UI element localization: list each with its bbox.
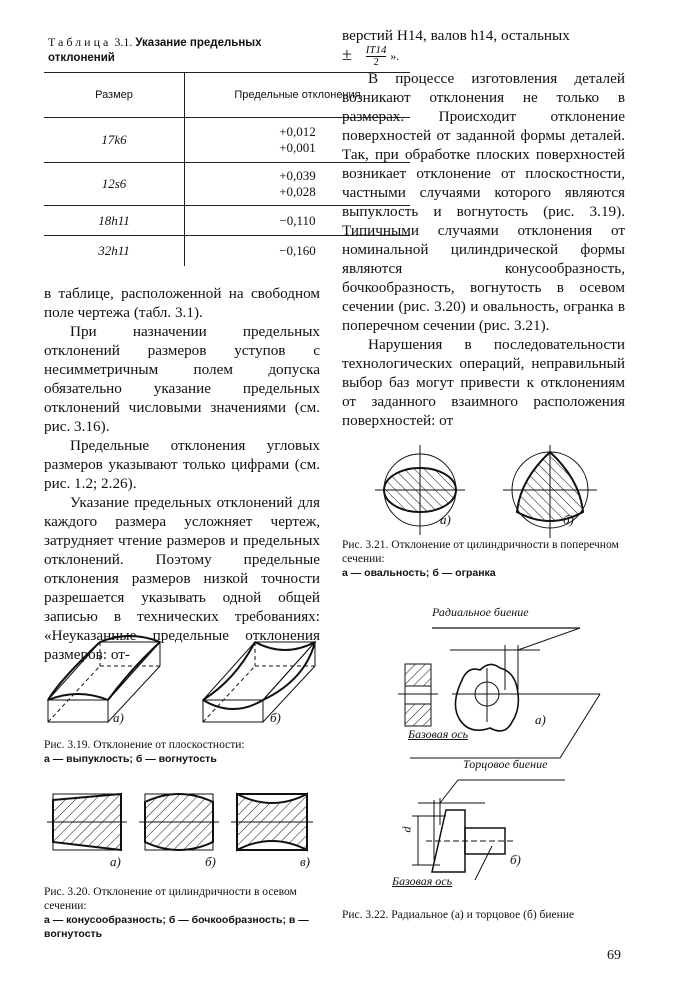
fig-3-19-label-a: а) [113,710,124,725]
cell-size: 32h11 [44,236,185,266]
header-deviations: Предельные отклонения [185,73,411,118]
fig-3-20-caption [44,885,326,941]
fig-3-20-drawing [45,790,325,855]
right-column-text [342,26,625,430]
paragraph: В процессе изготовления деталей возникают отклонения не только в размерах. Происходит отклонение поверхностей от заданной формы деталей. Так, при обработке плоских поверхностей возникает отклонение от плоскостности, частными случаями которого являются выпуклость и вогнутость (рис. 3.19). Типичными случаями отклонения от номинальной цилиндрической формы являются конусообразность, бочкообразность, вогнутость в осевом сечении (рис. 3.20) и овальность, огранка в поперечном сечении (рис. 3.21). [342,70,625,334]
paragraph: Предельные отклонения угловых размеров указывают только цифрами (см. рис. 1.2; 2.26). [44,437,320,492]
convexity-drawing [48,636,160,722]
formula-sign: ± [342,44,352,64]
table-title-prefix: Таблица [48,35,112,49]
barrel-drawing [139,794,219,850]
concavity-drawing [203,642,315,722]
caption-title: Рис. 3.20. Отклонение от цилиндричности в осевом сечении: [44,886,297,912]
radial-runout-label: Радиальное биение [432,605,529,619]
fig-3-21-label-b: б) [563,512,574,527]
paragraph: Нарушения в последовательности технологических операций, неправильный выбор баз могут привести к отклонениям от заданного взаимного расположения поверхностей: от [342,336,625,429]
fig-3-19-label-b: б) [270,710,281,725]
taper-drawing [47,794,127,850]
fig-3-21-caption [342,538,632,580]
page-number: 69 [607,948,621,963]
formula-numerator: IT14 [365,44,387,57]
dimension-d-label: d [399,826,414,833]
paragraph-continuation: верстий H14, валов h14, остальных [342,27,570,44]
cell-deviation: −0,160 [185,236,411,266]
fig-3-19-caption [44,738,324,766]
concave-drawing [231,794,313,850]
formula-fraction [366,45,387,68]
left-column-text [44,284,320,664]
fig-3-22-caption [342,908,622,922]
caption-legend: а — конусообразность; б — бочкообразность; в — вогнутость [44,914,309,940]
base-axis-label-a: Базовая ось [408,727,469,741]
paragraph: При назначении предельных отклонений размеров уступов с несимметричным полем допуска обязательно указание предельных отклонений числовыми значениями (см. рис. 3.16). [44,323,320,435]
caption-title: Рис. 3.19. Отклонение от плоскостности: [44,739,245,751]
cell-size: 18h11 [44,206,185,236]
fig-3-22-drawing [390,610,630,880]
table-title-bold: Указание предельных отклонений [48,37,262,64]
fig-3-20-label-c: в) [300,854,310,869]
fig-3-22-label-a: а) [535,712,546,727]
cell-size: 17k6 [44,118,185,163]
fig-3-19-drawing [40,630,330,730]
cell-size: 12s6 [44,163,185,206]
cell-deviation: −0,110 [185,206,411,236]
table-title [48,35,318,65]
face-runout-label: Торцовое биение [463,757,548,771]
formula-end: ». [390,49,400,63]
cell-deviation: +0,012 +0,001 [185,118,411,163]
faceting-drawing [503,445,597,538]
caption-legend: а — овальность; б — огранка [342,567,496,579]
caption-title: Рис. 3.22. Радиальное (а) и торцовое (б) биение [342,909,575,921]
table-title-number: 3.1. [114,35,133,49]
fig-3-20-label-b: б) [205,854,216,869]
header-size: Размер [44,73,185,118]
formula-denominator: 2 [373,56,379,69]
fig-3-21-label-a: а) [440,512,451,527]
face-runout-drawing [412,780,565,880]
fig-3-22-label-b: б) [510,852,521,867]
cell-deviation: +0,039 +0,028 [185,163,411,206]
formula [342,45,625,69]
fig-3-21-drawing [375,440,655,540]
ovality-drawing [375,445,465,535]
caption-title: Рис. 3.21. Отклонение от цилиндричности в поперечном сечении: [342,539,619,565]
fig-3-20-label-a: а) [110,854,121,869]
base-axis-label-b: Базовая ось [392,874,453,888]
caption-legend: а — выпуклость; б — вогнутость [44,753,217,765]
paragraph: Указание предельных отклонений для каждого размера усложняет чертеж, затрудняет чтение размеров и предельных отклонений. Поэтому предельные отклонения размеров низкой точности разрешается указывать одной общей записью в технических требованиях: «Неуказанные предельные отклонения размеров: от- [44,494,320,663]
paragraph: в таблице, расположенной на свободном поле чертежа (табл. 3.1). [44,285,320,321]
